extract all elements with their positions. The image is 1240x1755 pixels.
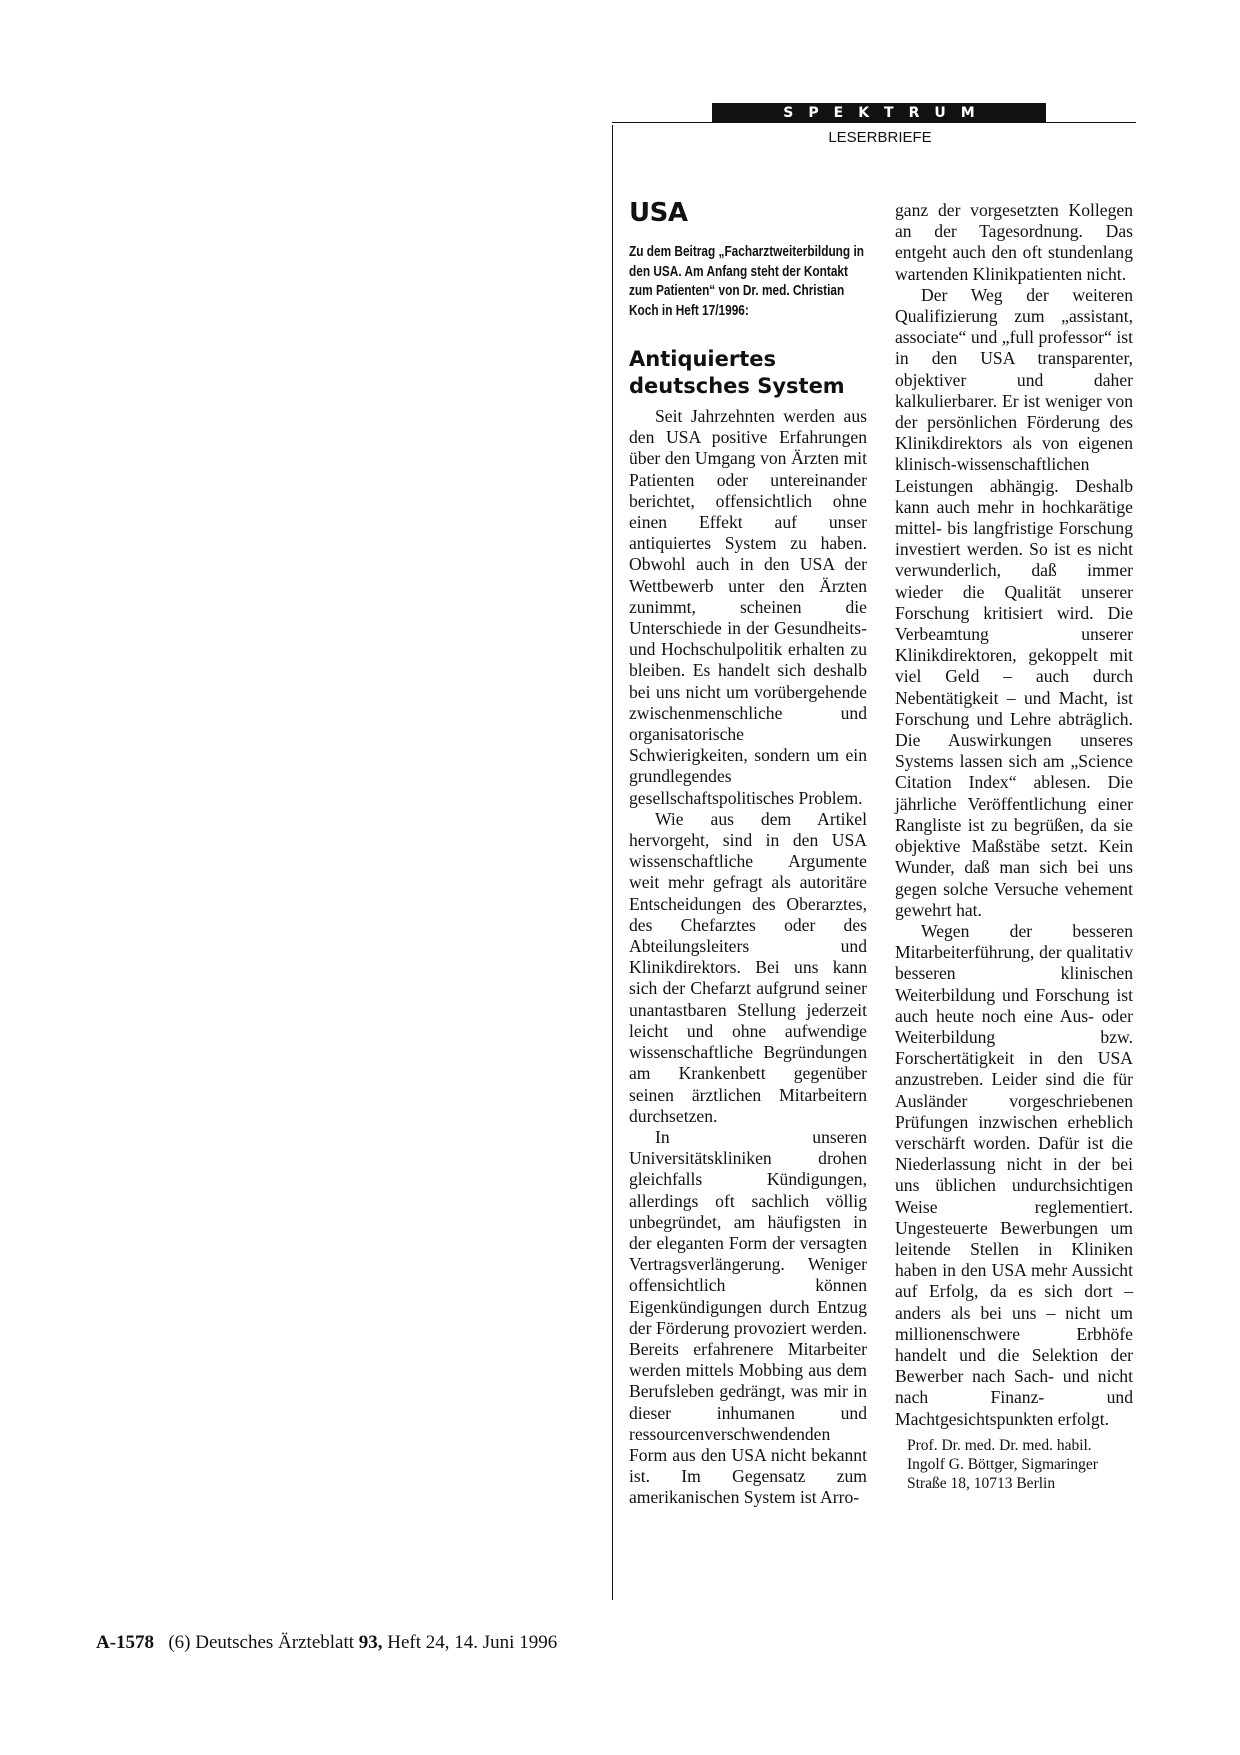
page-footer: [96, 1631, 696, 1655]
body-paragraph: In unseren Universitätskliniken drohen gleichfalls Kündigungen, allerdings oft sachlich völlig unbegründet, am häufigsten in der eleganten Form der versagten Vertragsverlängerung. Weniger offensichtlich können Eigenkündigungen durch Entzug der Förderung provoziert werden. Bereits erfahrenere Mitarbeiter werden mittels Mobbing aus dem Berufsleben gedrängt, was mir in dieser inhumanen und ressourcenverschwendenden Form aus den USA nicht bekannt ist. Im Gegensatz zum amerikanischen System ist Arro-: [629, 1126, 867, 1508]
body-paragraph: ganz der vorgesetzten Kollegen an der Tagesordnung. Das entgeht auch den oft stundenlang wartenden Klinikpatienten nicht.: [895, 200, 1133, 284]
page-number: A-1578: [96, 1632, 155, 1653]
header-rule: [612, 122, 1136, 123]
body-paragraph: Wegen der besseren Mitarbeiterführung, der qualitativ besseren klinischen Weiterbildung und Forschung ist auch heute noch eine Aus- oder Weiterbildung bzw. Forschertätigkeit in den USA anzustreben. Leider sind die für Ausländer vorgeschriebenen Prüfungen inzwischen erheblich verschärft worden. Dafür ist die Niederlassung nicht in der bei uns üblichen undurchsichtigen Weise reglementiert. Ungesteuerte Bewerbungen um leitende Stellen in Kliniken haben in den USA mehr Aussicht auf Erfolg, da es sich dort – anders als bei uns – nicht um millionenschwere Erbhöfe handelt und die Selektion der Bewerber nach Sach- und nicht nach Finanz- und Machtgesichtspunkten erfolgt.: [895, 920, 1133, 1429]
article-rubric: USA: [629, 198, 688, 228]
article-left-column: [629, 198, 867, 1509]
body-paragraph: Der Weg der weiteren Qualifizierung zum „assistant, associate“ und „full professor“ ist in den USA transparenter, objektiver und daher kalkulierbarer. Er ist weniger von der persönlichen Förderung des Klinikdirektors als von eigenen klinisch-wissenschaftlichen Leistungen abhängig. Deshalb kann auch mehr in hochkarätige mittel- bis langfristige Forschung investiert werden. So ist es nicht verwunderlich, daß immer wieder die Qualität unserer Forschung kritisiert wird. Die Verbeamtung unserer Klinikdirektoren, gekoppelt mit viel Geld – auch durch Nebentätigkeit – und Macht, ist Forschung und Lehre abträglich. Die Auswirkungen unseres Systems lassen sich am „Science Citation Index“ ablesen. Die jährliche Veröffentlichung einer Rangliste ist zu begrüßen, da sie objektive Maßstäbe setzt. Kein Wunder, daß man sich bei uns gegen solche Versuche vehement gewehrt hat.: [895, 284, 1133, 920]
subsection-label: LESERBRIEFE: [828, 129, 932, 146]
article-headline: Antiquiertes deutsches System: [629, 347, 845, 398]
article-right-column: [895, 200, 1133, 1493]
body-paragraph: Wie aus dem Artikel hervorgeht, sind in den USA wissenschaftliche Argumente weit mehr gefragt als autoritäre Entscheidungen des Oberarztes, des Chefarztes oder des Abteilungsleiters und Klinikdirektors. Bei uns kann sich der Chefarzt aufgrund seiner unantastbaren Stellung jederzeit leicht und ohne aufwendige wissenschaftliche Begründungen am Krankenbett gegenüber seinen ärztlichen Mitarbeitern durchsetzen.: [629, 808, 867, 1126]
section-bar: SPEKTRUM: [712, 103, 1046, 123]
journal-name: (6) Deutsches Ärzteblatt: [168, 1632, 355, 1653]
author-signature: Prof. Dr. med. Dr. med. habil. Ingolf G. Böttger, Sigmaringer Straße 18, 10713 Berlin: [907, 1436, 1098, 1492]
issue-date: Heft 24, 14. Juni 1996: [387, 1632, 558, 1653]
volume-number: 93,: [358, 1632, 383, 1653]
body-paragraph: Seit Jahrzehnten werden aus den USA positive Erfahrungen über den Umgang von Ärzten mit Patienten oder untereinander berichtet, offensichtlich ohne einen Effekt auf unser antiquiertes System zu haben. Obwohl auch in den USA der Wettbewerb unter den Ärzten zunimmt, scheinen die Unterschiede in der Gesundheits- und Hochschulpolitik erhalten zu bleiben. Es handelt sich deshalb bei uns nicht um vorübergehende zwischenmenschliche und organisatorische Schwierigkeiten, sondern um ein grundlegendes gesellschaftspolitisches Problem.: [629, 406, 867, 808]
column-rule: [612, 125, 613, 1600]
article-intro: Zu dem Beitrag „Facharztweiterbildung in den USA. Am Anfang steht der Kontakt zum Patienten“ von Dr. med. Christian Koch in Heft 17/1996:: [629, 243, 864, 319]
